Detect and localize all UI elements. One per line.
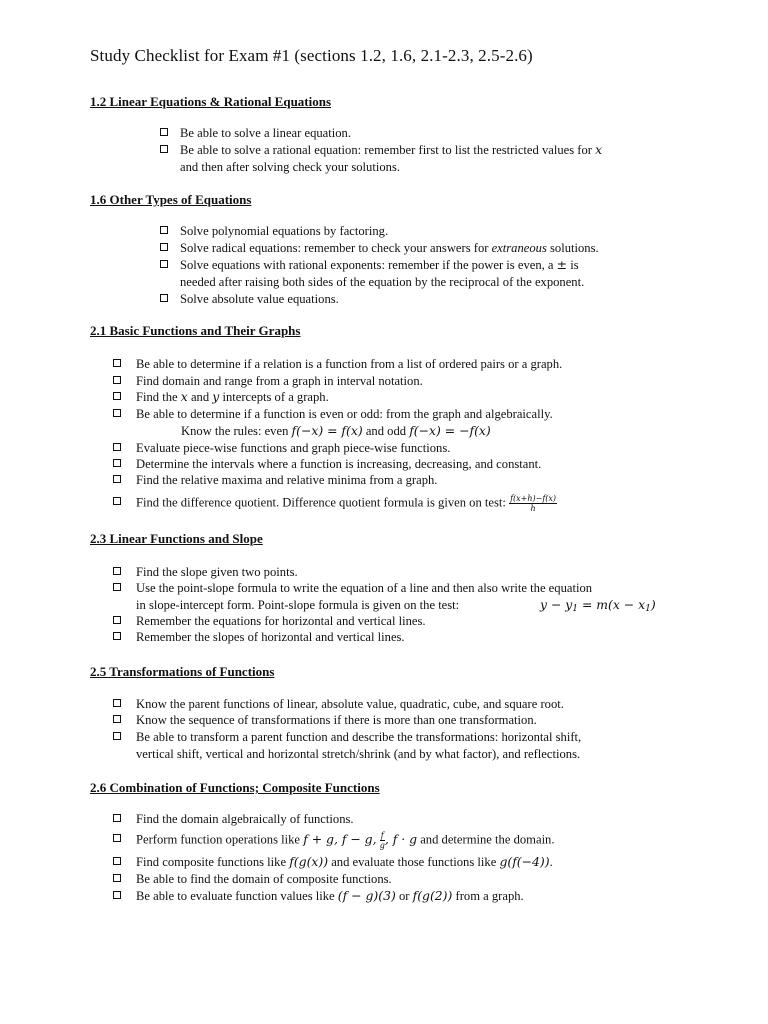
- item-text: Use the point-slope formula to write the equation of a line and then also write the equation: [136, 581, 593, 595]
- checklist-item[interactable]: [136, 888, 524, 905]
- math-expression: f(g(2)): [412, 888, 453, 903]
- math-expression: g(f(−4)): [499, 854, 550, 869]
- checklist-item[interactable]: [180, 125, 351, 142]
- checklist-item[interactable]: [136, 629, 405, 646]
- math-expression: ±: [556, 257, 568, 272]
- page-title: Study Checklist for Exam #1 (sections 1.2, 1.6, 2.1-2.3, 2.5-2.6): [90, 46, 533, 65]
- fraction-denominator: g: [379, 841, 385, 850]
- checklist-item[interactable]: [136, 456, 541, 473]
- checklist-item[interactable]: [136, 871, 392, 888]
- item-text: and odd: [365, 424, 407, 438]
- math-expression: f(−x) = f(x): [291, 423, 363, 438]
- checklist-item[interactable]: [136, 811, 354, 828]
- item-text: is: [570, 258, 579, 272]
- checkbox[interactable]: [113, 632, 121, 640]
- checklist-item[interactable]: [136, 712, 537, 729]
- checkbox[interactable]: [113, 616, 121, 624]
- checkbox[interactable]: [160, 128, 168, 136]
- checklist-item[interactable]: [136, 406, 553, 423]
- checklist-item[interactable]: [136, 389, 329, 406]
- checkbox[interactable]: [160, 145, 168, 153]
- item-text: Find domain and range from a graph in interval notation.: [136, 374, 423, 388]
- item-text: Know the sequence of transformations if there is more than one transformation.: [136, 713, 537, 727]
- fraction-denominator: h: [530, 504, 536, 513]
- checklist-item[interactable]: [136, 613, 426, 630]
- item-text: Find the slope given two points.: [136, 565, 298, 579]
- item-text: Be able to evaluate function values like: [136, 889, 335, 903]
- item-text: Find the: [136, 390, 178, 404]
- checklist-item[interactable]: [180, 223, 388, 240]
- item-text: Find composite functions like: [136, 855, 287, 869]
- checklist-item[interactable]: [180, 142, 602, 159]
- section-heading-2-3: 2.3 Linear Functions and Slope: [90, 531, 263, 546]
- math-expression: f(g(x)): [289, 854, 329, 869]
- item-text: Solve absolute value equations.: [180, 292, 339, 306]
- formula-part: y − y: [540, 597, 573, 612]
- checklist-item[interactable]: [136, 373, 423, 390]
- checkbox[interactable]: [113, 475, 121, 483]
- checkbox[interactable]: [113, 392, 121, 400]
- item-text: or: [398, 889, 410, 903]
- formula-part: = m(x − x: [578, 597, 646, 612]
- checkbox[interactable]: [160, 243, 168, 251]
- item-text: Evaluate piece-wise functions and graph piece-wise functions.: [136, 441, 451, 455]
- checkbox[interactable]: [113, 409, 121, 417]
- item-continuation: [181, 423, 491, 440]
- checklist-item[interactable]: [136, 580, 592, 597]
- checkbox[interactable]: [160, 260, 168, 268]
- math-expression: y: [212, 389, 220, 404]
- item-continuation: in slope-intercept form. Point-slope formula is given on the test:: [136, 598, 460, 612]
- item-text: from a graph.: [455, 889, 524, 903]
- section-heading-1-6: 1.6 Other Types of Equations: [90, 192, 252, 207]
- checklist-item[interactable]: [136, 494, 557, 513]
- math-expression: x: [180, 389, 188, 404]
- item-text: Know the parent functions of linear, absolute value, quadratic, cube, and square root.: [136, 697, 564, 711]
- checkbox[interactable]: [113, 443, 121, 451]
- checklist-item[interactable]: [136, 472, 437, 489]
- subscript: 1: [645, 604, 651, 614]
- checklist-item[interactable]: [136, 696, 564, 713]
- item-text: Solve polynomial equations by factoring.: [180, 224, 389, 238]
- item-text: Solve radical equations: remember to check your answers for: [180, 241, 489, 255]
- item-text: Remember the slopes of horizontal and vertical lines.: [136, 630, 405, 644]
- item-text: Be able to transform a parent function and describe the transformations: horizontal shift,: [136, 730, 582, 744]
- fraction-numerator: f(x+h)−f(x): [510, 494, 557, 503]
- checkbox[interactable]: [113, 699, 121, 707]
- section-heading-1-2: 1.2 Linear Equations & Rational Equations: [90, 94, 332, 109]
- point-slope-formula: [540, 597, 656, 618]
- checkbox[interactable]: [113, 497, 121, 505]
- checkbox[interactable]: [113, 583, 121, 591]
- checkbox[interactable]: [113, 732, 121, 740]
- subscript: 1: [572, 604, 578, 614]
- item-text: and: [190, 390, 210, 404]
- item-text: Perform function operations like: [136, 832, 301, 847]
- checklist-item[interactable]: [136, 564, 298, 581]
- emphasis-text: extraneous: [491, 241, 547, 255]
- item-text: Be able to determine if a relation is a function from a list of ordered pairs or a graph.: [136, 357, 563, 371]
- section-heading-2-6: 2.6 Combination of Functions; Composite Functions: [90, 780, 380, 795]
- item-continuation: and then after solving check your solutions.: [180, 160, 400, 174]
- checkbox[interactable]: [113, 874, 121, 882]
- checklist-item[interactable]: [180, 257, 579, 274]
- item-continuation: needed after raising both sides of the equation by the reciprocal of the exponent.: [180, 275, 585, 289]
- item-text: Determine the intervals where a function is increasing, decreasing, and constant.: [136, 457, 542, 471]
- checklist-item[interactable]: [136, 854, 553, 871]
- checklist-item[interactable]: [136, 440, 450, 457]
- item-text: Find the relative maxima and relative minima from a graph.: [136, 473, 438, 487]
- checklist-item[interactable]: [180, 291, 339, 308]
- checkbox[interactable]: [113, 376, 121, 384]
- checkbox[interactable]: [113, 567, 121, 575]
- item-text: Be able to solve a rational equation: remember first to list the restricted values for: [180, 143, 592, 157]
- item-text: solutions.: [550, 241, 599, 255]
- checklist-item[interactable]: [136, 356, 562, 373]
- item-text: and determine the domain.: [420, 832, 555, 847]
- math-expression: f(−x) = −f(x): [409, 423, 491, 438]
- item-continuation: vertical shift, vertical and horizontal stretch/shrink (and by what factor), and reflections.: [136, 747, 581, 761]
- checkbox[interactable]: [113, 715, 121, 723]
- item-text: Be able to solve a linear equation.: [180, 126, 352, 140]
- item-text: intercepts of a graph.: [222, 390, 329, 404]
- item-text: Find the difference quotient. Difference quotient formula is given on test:: [136, 495, 506, 510]
- item-text: Find the domain algebraically of functions.: [136, 812, 354, 826]
- checklist-item[interactable]: [136, 831, 555, 850]
- math-expression: (f − g)(3): [337, 888, 396, 903]
- formula-part: ): [650, 597, 656, 612]
- fraction-numerator: f: [380, 831, 384, 840]
- item-text: Be able to find the domain of composite functions.: [136, 872, 392, 886]
- section-heading-2-1: 2.1 Basic Functions and Their Graphs: [90, 323, 301, 338]
- item-text: Solve equations with rational exponents: remember if the power is even, a: [180, 258, 554, 272]
- difference-quotient-fraction: [509, 494, 557, 513]
- checkbox[interactable]: [113, 891, 121, 899]
- checkbox[interactable]: [113, 359, 121, 367]
- item-text: Be able to determine if a function is even or odd: from the graph and algebraically.: [136, 407, 553, 421]
- math-expression: x: [595, 142, 603, 157]
- checkbox[interactable]: [160, 226, 168, 234]
- item-text: Know the rules: even: [181, 424, 289, 438]
- checklist-item[interactable]: [136, 729, 581, 746]
- math-expression: , f · g: [384, 831, 418, 847]
- checkbox[interactable]: [160, 294, 168, 302]
- math-expression: f + g, f − g,: [303, 831, 377, 847]
- checkbox[interactable]: [113, 459, 121, 467]
- checkbox[interactable]: [113, 834, 121, 842]
- section-heading-2-5: 2.5 Transformations of Functions: [90, 664, 275, 679]
- checkbox[interactable]: [113, 857, 121, 865]
- checkbox[interactable]: [113, 814, 121, 822]
- item-text: Remember the equations for horizontal and vertical lines.: [136, 614, 426, 628]
- item-text: and evaluate those functions like: [331, 855, 497, 869]
- item-text: .: [549, 855, 553, 869]
- checklist-item[interactable]: [180, 240, 599, 257]
